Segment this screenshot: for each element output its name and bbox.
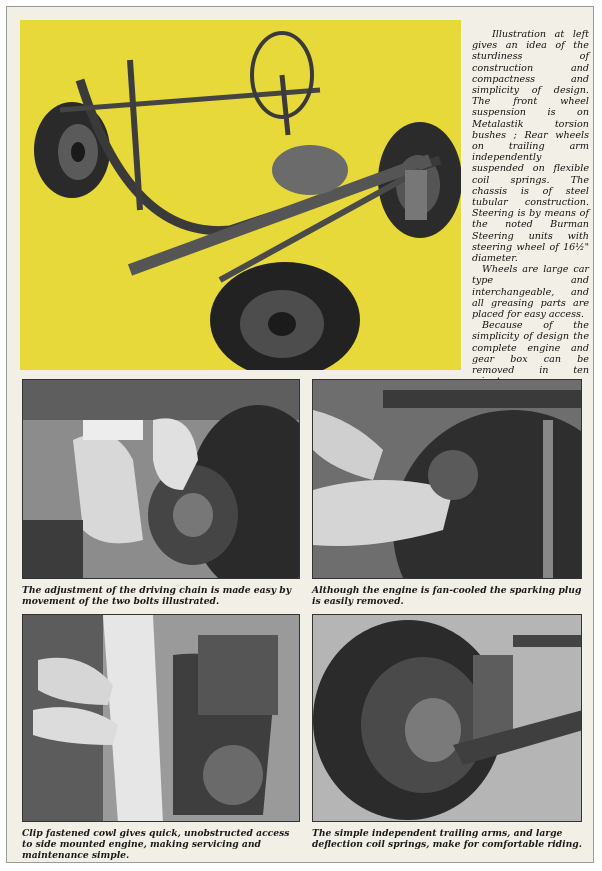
- cowl-access-photo: [22, 614, 300, 822]
- intro-paragraph-2: Wheels are large car type and interchangeable, and all greasing parts are placed for easy access.: [472, 264, 589, 321]
- caption-cowl: Clip fastened cowl gives quick, unobstructed access to side mounted engine, making servicing and maintenance simple.: [22, 828, 290, 861]
- sparking-plug-photo: [312, 379, 582, 579]
- intro-paragraph-1: Illustration at left gives an idea of the sturdiness of construction and compactness and simplicity of design. The front wheel suspension is on Metalastik torsion bushes ; Rear wheels on trailing arm independently suspended on flexible coil springs. The chassis is of steel tubular construction. Steering is by means of the noted Burman Steering units with steering wheel of 16½" diameter.: [472, 29, 589, 265]
- intro-text-column: [472, 29, 589, 388]
- caption-plug: Although the engine is fan-cooled the sparking plug is easily removed.: [312, 585, 582, 607]
- intro-paragraph-3: Because of the simplicity of design the complete engine and gear box can be removed in ten: [472, 320, 589, 377]
- chain-adjustment-photo: [22, 379, 300, 579]
- trailing-arm-springs-photo: [312, 614, 582, 822]
- chassis-photo: [20, 20, 461, 370]
- brochure-page: [6, 6, 594, 863]
- caption-springs: The simple independent trailing arms, and large deflection coil springs, make for comfortable riding.: [312, 828, 582, 850]
- caption-chain: The adjustment of the driving chain is made easy by movement of the two bolts illustrated.: [22, 585, 292, 607]
